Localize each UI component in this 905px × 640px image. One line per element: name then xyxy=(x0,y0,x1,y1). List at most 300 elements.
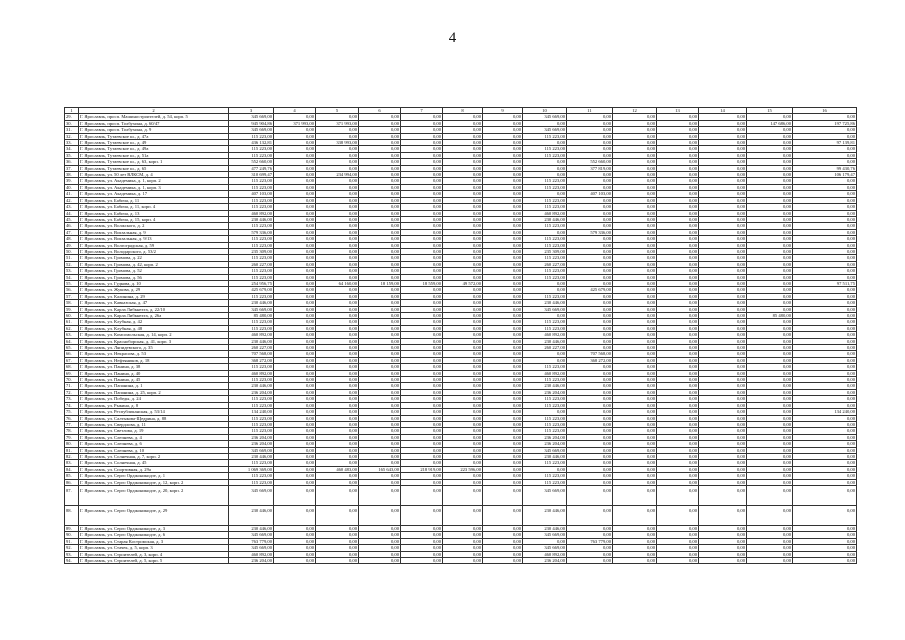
amount-cell: 0,00 xyxy=(613,370,657,376)
amount-cell: 0,00 xyxy=(316,236,359,242)
amount-cell: 0,00 xyxy=(274,248,316,254)
amount-cell: 0,00 xyxy=(316,210,359,216)
amount-cell: 0,00 xyxy=(443,370,483,376)
amount-cell: 0,00 xyxy=(613,421,657,427)
row-number: 56. xyxy=(65,287,79,293)
amount-cell: 218 919,00 xyxy=(401,466,443,472)
row-number: 78. xyxy=(65,428,79,434)
row-number: 76. xyxy=(65,415,79,421)
amount-cell: 0,00 xyxy=(274,242,316,248)
amount-cell: 230 446,00 xyxy=(523,453,567,459)
amount-cell: 0,00 xyxy=(613,274,657,280)
amount-cell: 0,00 xyxy=(401,178,443,184)
amount-cell: 552 660,00 xyxy=(229,159,274,165)
amount-cell: 0,00 xyxy=(567,197,613,203)
address-cell: Г. Ярославль, ул. Академика, д. 1, корп. 3 xyxy=(79,184,229,190)
amount-cell: 0,00 xyxy=(274,505,316,525)
amount-cell: 0,00 xyxy=(483,223,523,229)
amount-cell: 0,00 xyxy=(443,274,483,280)
amount-cell: 0,00 xyxy=(567,505,613,525)
amount-cell: 0,00 xyxy=(483,447,523,453)
amount-cell: 0,00 xyxy=(359,178,401,184)
amount-cell: 0,00 xyxy=(316,306,359,312)
address-cell: Г. Ярославль, ул. Вокзальная, д. 9/13 xyxy=(79,236,229,242)
amount-cell: 0,00 xyxy=(483,421,523,427)
amount-cell: 0,00 xyxy=(274,287,316,293)
amount-cell: 0,00 xyxy=(359,223,401,229)
amount-cell: 230 446,00 xyxy=(523,505,567,525)
address-cell: Г. Ярославль, ул. Вокзальная, д. 9 xyxy=(79,229,229,235)
amount-cell: 0,00 xyxy=(316,229,359,235)
amount-cell: 0,00 xyxy=(747,300,793,306)
amount-cell: 0,00 xyxy=(747,434,793,440)
amount-cell: 0,00 xyxy=(359,453,401,459)
amount-cell: 0,00 xyxy=(483,140,523,146)
amount-cell: 0,00 xyxy=(747,146,793,152)
address-cell: Г. Ярославль, ул. Громова, д. 42, корп. 2 xyxy=(79,261,229,267)
amount-cell: 0,00 xyxy=(401,558,443,564)
address-cell: Г. Ярославль, ул. Громова, д. 52 xyxy=(79,268,229,274)
amount-cell: 0,00 xyxy=(657,466,699,472)
row-number: 80. xyxy=(65,441,79,447)
amount-cell: 0,00 xyxy=(359,114,401,120)
row-number: 85. xyxy=(65,473,79,479)
amount-cell: 0,00 xyxy=(274,197,316,203)
amount-cell: 0,00 xyxy=(483,351,523,357)
address-cell: Г. Ярославль, ул. Волжского, д. 2 xyxy=(79,223,229,229)
amount-cell: 0,00 xyxy=(747,558,793,564)
amount-cell: 0,00 xyxy=(483,479,523,485)
amount-cell: 0,00 xyxy=(274,159,316,165)
amount-cell: 0,00 xyxy=(657,538,699,544)
amount-cell: 0,00 xyxy=(613,242,657,248)
amount-cell: 0,00 xyxy=(567,434,613,440)
amount-cell: 0,00 xyxy=(274,140,316,146)
amount-cell: 0,00 xyxy=(699,229,747,235)
amount-cell: 0,00 xyxy=(747,332,793,338)
amount-cell: 115 223,00 xyxy=(229,415,274,421)
amount-cell: 0,00 xyxy=(401,274,443,280)
amount-cell: 0,00 xyxy=(657,447,699,453)
amount-cell: 0,00 xyxy=(359,313,401,319)
amount-cell: 0,00 xyxy=(747,383,793,389)
amount-cell: 115 223,00 xyxy=(229,325,274,331)
amount-cell: 115 223,00 xyxy=(523,184,567,190)
amount-cell: 763 779,00 xyxy=(229,538,274,544)
amount-cell: 0,00 xyxy=(793,377,857,383)
amount-cell: 0,00 xyxy=(699,152,747,158)
amount-cell: 115 223,00 xyxy=(523,421,567,427)
amount-cell: 235 309,00 xyxy=(523,248,567,254)
amount-cell: 0,00 xyxy=(401,127,443,133)
amount-cell: 0,00 xyxy=(613,325,657,331)
amount-cell: 0,00 xyxy=(523,140,567,146)
amount-cell: 0,00 xyxy=(657,216,699,222)
amount-cell: 0,00 xyxy=(359,345,401,351)
amount-cell: 236 204,00 xyxy=(523,389,567,395)
amount-cell: 0,00 xyxy=(523,191,567,197)
amount-cell: 0,00 xyxy=(523,409,567,415)
address-cell: Г. Ярославль, ул. Володарского, д. 53/2 xyxy=(79,248,229,254)
amount-cell: 0,00 xyxy=(793,415,857,421)
row-number: 79. xyxy=(65,434,79,440)
amount-cell: 460 483,00 xyxy=(316,466,359,472)
column-number: 9 xyxy=(483,108,523,114)
amount-cell: 0,00 xyxy=(274,338,316,344)
amount-cell: 0,00 xyxy=(747,402,793,408)
amount-cell: 0,00 xyxy=(613,236,657,242)
amount-cell: 0,00 xyxy=(567,345,613,351)
amount-cell: 0,00 xyxy=(613,293,657,299)
amount-cell: 460 892,00 xyxy=(523,210,567,216)
amount-cell: 0,00 xyxy=(747,178,793,184)
row-number: 30. xyxy=(65,120,79,126)
amount-cell: 0,00 xyxy=(657,545,699,551)
amount-cell: 0,00 xyxy=(793,223,857,229)
amount-cell: 0,00 xyxy=(443,313,483,319)
address-cell: Г. Ярославль, ул. Светлова, д. 19 xyxy=(79,428,229,434)
amount-cell: 0,00 xyxy=(359,325,401,331)
amount-cell: 0,00 xyxy=(747,223,793,229)
amount-cell: 0,00 xyxy=(316,248,359,254)
amount-cell: 0,00 xyxy=(699,223,747,229)
amount-cell: 0,00 xyxy=(613,453,657,459)
amount-cell: 0,00 xyxy=(567,396,613,402)
amount-cell: 0,00 xyxy=(443,306,483,312)
amount-cell: 0,00 xyxy=(747,248,793,254)
column-number: 3 xyxy=(229,108,274,114)
amount-cell: 0,00 xyxy=(443,191,483,197)
amount-cell: 0,00 xyxy=(443,127,483,133)
amount-cell: 0,00 xyxy=(793,236,857,242)
amount-cell: 0,00 xyxy=(443,178,483,184)
amount-cell: 0,00 xyxy=(567,319,613,325)
amount-cell: 345 669,00 xyxy=(523,545,567,551)
amount-cell: 0,00 xyxy=(793,191,857,197)
amount-cell: 0,00 xyxy=(443,525,483,531)
amount-cell: 0,00 xyxy=(657,152,699,158)
amount-cell: 0,00 xyxy=(443,473,483,479)
amount-cell: 0,00 xyxy=(523,120,567,126)
amount-cell: 0,00 xyxy=(443,287,483,293)
amount-cell: 0,00 xyxy=(699,319,747,325)
amount-cell: 0,00 xyxy=(483,165,523,171)
amount-cell: 0,00 xyxy=(274,172,316,178)
amount-cell: 0,00 xyxy=(483,377,523,383)
amount-cell: 0,00 xyxy=(483,229,523,235)
amount-cell: 345 669,00 xyxy=(229,306,274,312)
address-cell: Г. Ярославль, ул. Ляпидевского, д. 35 xyxy=(79,345,229,351)
amount-cell: 0,00 xyxy=(316,409,359,415)
amount-cell: 0,00 xyxy=(747,545,793,551)
row-number: 53. xyxy=(65,268,79,274)
row-number: 32. xyxy=(65,133,79,139)
amount-cell: 0,00 xyxy=(483,280,523,286)
amount-cell: 0,00 xyxy=(657,421,699,427)
amount-cell: 368 272,00 xyxy=(229,357,274,363)
amount-cell: 0,00 xyxy=(793,421,857,427)
amount-cell: 0,00 xyxy=(747,216,793,222)
amount-cell: 0,00 xyxy=(657,114,699,120)
amount-cell: 0,00 xyxy=(443,460,483,466)
amount-cell: 0,00 xyxy=(359,351,401,357)
amount-cell: 230 446,00 xyxy=(523,525,567,531)
amount-cell: 0,00 xyxy=(316,293,359,299)
amount-cell: 0,00 xyxy=(613,402,657,408)
amount-cell: 0,00 xyxy=(401,120,443,126)
amount-cell: 0,00 xyxy=(613,525,657,531)
amount-cell: 0,00 xyxy=(443,505,483,525)
amount-cell: 0,00 xyxy=(359,287,401,293)
amount-cell: 0,00 xyxy=(274,370,316,376)
address-cell: Г. Ярославль, ул. Папанина, д. 1 xyxy=(79,383,229,389)
amount-cell: 0,00 xyxy=(747,538,793,544)
amount-cell: 0,00 xyxy=(699,120,747,126)
amount-cell: 0,00 xyxy=(613,357,657,363)
amount-cell: 234 994,00 xyxy=(316,172,359,178)
amount-cell: 345 669,00 xyxy=(523,114,567,120)
amount-cell: 0,00 xyxy=(613,191,657,197)
amount-cell: 0,00 xyxy=(523,172,567,178)
amount-cell: 0,00 xyxy=(443,325,483,331)
column-number: 5 xyxy=(316,108,359,114)
amount-cell: 115 223,00 xyxy=(523,255,567,261)
amount-cell: 0,00 xyxy=(747,357,793,363)
amount-cell: 0,00 xyxy=(613,485,657,505)
amount-cell: 0,00 xyxy=(274,473,316,479)
amount-cell: 0,00 xyxy=(401,146,443,152)
amount-cell: 0,00 xyxy=(483,332,523,338)
amount-cell: 236 204,00 xyxy=(523,434,567,440)
amount-cell: 0,00 xyxy=(699,473,747,479)
amount-cell: 0,00 xyxy=(699,364,747,370)
amount-cell: 0,00 xyxy=(747,152,793,158)
amount-cell: 0,00 xyxy=(316,114,359,120)
address-cell: Г. Ярославль, ул. Жукова, д. 29 xyxy=(79,287,229,293)
amount-cell: 0,00 xyxy=(274,268,316,274)
amount-cell: 0,00 xyxy=(483,287,523,293)
amount-cell: 0,00 xyxy=(747,505,793,525)
amount-cell: 0,00 xyxy=(401,306,443,312)
amount-cell: 0,00 xyxy=(567,255,613,261)
amount-cell: 0,00 xyxy=(613,428,657,434)
amount-cell: 0,00 xyxy=(657,383,699,389)
amount-cell: 115 223,00 xyxy=(229,421,274,427)
amount-cell: 0,00 xyxy=(699,280,747,286)
amount-cell: 0,00 xyxy=(443,338,483,344)
amount-cell: 0,00 xyxy=(401,216,443,222)
amount-cell: 0,00 xyxy=(401,545,443,551)
amount-cell: 115 223,00 xyxy=(229,479,274,485)
amount-cell: 0,00 xyxy=(274,332,316,338)
amount-cell: 0,00 xyxy=(316,447,359,453)
amount-cell: 115 223,00 xyxy=(229,274,274,280)
amount-cell: 0,00 xyxy=(359,261,401,267)
amount-cell: 0,00 xyxy=(699,389,747,395)
amount-cell: 0,00 xyxy=(359,447,401,453)
column-number: 16 xyxy=(793,108,857,114)
row-number: 73. xyxy=(65,396,79,402)
amount-cell: 0,00 xyxy=(793,306,857,312)
amount-cell: 345 669,00 xyxy=(523,447,567,453)
amount-cell: 338 993,00 xyxy=(316,140,359,146)
amount-cell: 0,00 xyxy=(747,114,793,120)
amount-cell: 0,00 xyxy=(793,268,857,274)
amount-cell: 0,00 xyxy=(613,532,657,538)
amount-cell: 0,00 xyxy=(483,396,523,402)
amount-cell: 0,00 xyxy=(401,402,443,408)
amount-cell: 0,00 xyxy=(657,428,699,434)
address-cell: Г. Ярославль, ул. Стачек, д. 5, корп. 3 xyxy=(79,545,229,551)
amount-cell: 0,00 xyxy=(567,370,613,376)
amount-cell: 0,00 xyxy=(657,146,699,152)
amount-cell: 0,00 xyxy=(613,261,657,267)
amount-cell: 0,00 xyxy=(793,293,857,299)
amount-cell: 0,00 xyxy=(793,127,857,133)
amount-cell: 0,00 xyxy=(657,485,699,505)
amount-cell: 115 223,00 xyxy=(523,152,567,158)
amount-cell: 0,00 xyxy=(483,274,523,280)
amount-cell: 0,00 xyxy=(567,242,613,248)
address-cell: Г. Ярославль, Тутаевское ш., д. 51а xyxy=(79,152,229,158)
amount-cell: 0,00 xyxy=(401,293,443,299)
address-cell: Г. Ярославль, ул. Салтыкова-Щедрина, д. 88 xyxy=(79,415,229,421)
amount-cell: 0,00 xyxy=(401,364,443,370)
amount-cell: 0,00 xyxy=(316,538,359,544)
amount-cell: 460 892,00 xyxy=(523,370,567,376)
address-cell: Г. Ярославль, ул. Бабича, д. 11 xyxy=(79,197,229,203)
amount-cell: 0,00 xyxy=(699,204,747,210)
address-cell: Г. Ярославль, ул. Громова, д. 22 xyxy=(79,255,229,261)
amount-cell: 0,00 xyxy=(274,216,316,222)
amount-cell: 115 223,00 xyxy=(229,402,274,408)
amount-cell: 0,00 xyxy=(613,306,657,312)
amount-cell: 0,00 xyxy=(747,210,793,216)
amount-cell: 0,00 xyxy=(567,551,613,557)
amount-cell: 260 227,00 xyxy=(523,345,567,351)
amount-cell: 0,00 xyxy=(699,210,747,216)
amount-cell: 0,00 xyxy=(483,532,523,538)
amount-cell: 0,00 xyxy=(443,248,483,254)
amount-cell: 115 223,00 xyxy=(523,133,567,139)
amount-cell: 0,00 xyxy=(483,242,523,248)
amount-cell: 0,00 xyxy=(747,447,793,453)
amount-cell: 0,00 xyxy=(483,345,523,351)
amount-cell: 0,00 xyxy=(747,280,793,286)
amount-cell: 0,00 xyxy=(793,133,857,139)
amount-cell: 345 669,00 xyxy=(229,114,274,120)
amount-cell: 763 779,00 xyxy=(567,538,613,544)
amount-cell: 236 204,00 xyxy=(229,389,274,395)
amount-cell: 260 227,00 xyxy=(229,345,274,351)
amount-cell: 0,00 xyxy=(401,236,443,242)
amount-cell: 345 669,00 xyxy=(523,127,567,133)
amount-cell: 0,00 xyxy=(443,114,483,120)
amount-cell: 0,00 xyxy=(401,428,443,434)
amount-cell: 0,00 xyxy=(274,525,316,531)
amount-cell: 0,00 xyxy=(359,172,401,178)
amount-cell: 0,00 xyxy=(359,428,401,434)
amount-cell: 0,00 xyxy=(274,210,316,216)
amount-cell: 0,00 xyxy=(699,551,747,557)
amount-cell: 0,00 xyxy=(359,532,401,538)
amount-cell: 0,00 xyxy=(747,415,793,421)
amount-cell: 0,00 xyxy=(747,204,793,210)
amount-cell: 0,00 xyxy=(401,538,443,544)
amount-cell: 0,00 xyxy=(443,485,483,505)
amount-cell: 0,00 xyxy=(567,120,613,126)
amount-cell: 0,00 xyxy=(316,558,359,564)
amount-cell: 0,00 xyxy=(316,197,359,203)
amount-cell: 0,00 xyxy=(793,447,857,453)
amount-cell: 115 223,00 xyxy=(523,396,567,402)
amount-cell: 0,00 xyxy=(523,229,567,235)
amount-cell: 0,00 xyxy=(401,172,443,178)
amount-cell: 0,00 xyxy=(613,505,657,525)
amount-cell: 0,00 xyxy=(274,300,316,306)
row-number: 49. xyxy=(65,242,79,248)
amount-cell: 0,00 xyxy=(567,338,613,344)
column-number: 14 xyxy=(699,108,747,114)
amount-cell: 0,00 xyxy=(613,172,657,178)
amount-cell: 0,00 xyxy=(699,140,747,146)
row-number: 67. xyxy=(65,357,79,363)
amount-cell: 115 223,00 xyxy=(229,396,274,402)
amount-cell: 0,00 xyxy=(793,178,857,184)
amount-cell: 0,00 xyxy=(359,558,401,564)
amount-cell: 0,00 xyxy=(316,165,359,171)
amount-cell: 0,00 xyxy=(699,479,747,485)
amount-cell: 0,00 xyxy=(793,370,857,376)
address-cell: Г. Ярославль, ул. Серго Орджоникидзе, д. 1 xyxy=(79,473,229,479)
amount-cell: 0,00 xyxy=(699,261,747,267)
amount-cell: 0,00 xyxy=(613,466,657,472)
amount-cell: 0,00 xyxy=(359,274,401,280)
row-number: 59. xyxy=(65,306,79,312)
amount-cell: 0,00 xyxy=(613,127,657,133)
row-number: 51. xyxy=(65,255,79,261)
column-number: 13 xyxy=(657,108,699,114)
address-cell: Г. Ярославль, ул. Серго Орджоникидзе, д. 3 xyxy=(79,525,229,531)
amount-cell: 0,00 xyxy=(483,460,523,466)
amount-cell: 0,00 xyxy=(359,133,401,139)
row-number: 86. xyxy=(65,479,79,485)
address-cell: Г. Ярославль, ул. Слепнева, д. 4 xyxy=(79,434,229,440)
address-cell: Г. Ярославль, ул. Громова, д. 56 xyxy=(79,274,229,280)
amount-cell: 0,00 xyxy=(793,538,857,544)
amount-cell: 115 223,00 xyxy=(523,197,567,203)
amount-cell: 0,00 xyxy=(359,505,401,525)
amount-cell: 230 446,00 xyxy=(229,338,274,344)
amount-cell: 0,00 xyxy=(359,127,401,133)
table-row xyxy=(65,485,857,505)
amount-cell: 0,00 xyxy=(443,453,483,459)
amount-cell: 579 336,00 xyxy=(229,229,274,235)
row-number: 82. xyxy=(65,453,79,459)
amount-cell: 0,00 xyxy=(793,248,857,254)
amount-cell: 0,00 xyxy=(483,146,523,152)
amount-cell: 0,00 xyxy=(699,332,747,338)
amount-cell: 0,00 xyxy=(359,460,401,466)
amount-cell: 0,00 xyxy=(401,223,443,229)
amount-cell: 0,00 xyxy=(613,338,657,344)
amount-cell: 115 223,00 xyxy=(229,178,274,184)
amount-cell: 0,00 xyxy=(657,165,699,171)
page-number: 4 xyxy=(448,30,457,46)
amount-cell: 0,00 xyxy=(483,370,523,376)
amount-cell: 0,00 xyxy=(747,396,793,402)
amount-cell: 0,00 xyxy=(567,409,613,415)
